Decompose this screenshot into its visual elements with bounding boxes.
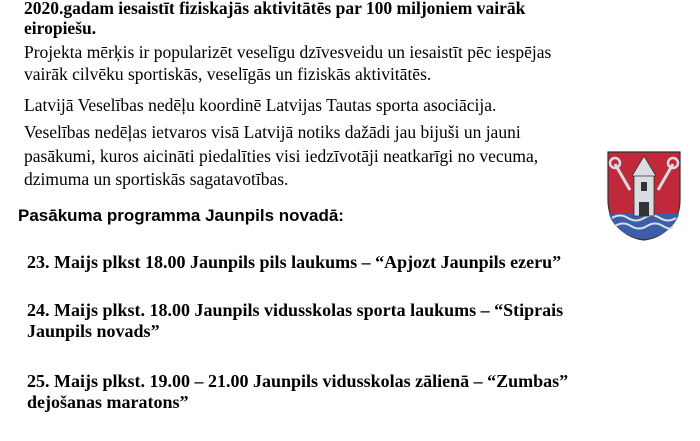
tower-gate — [639, 202, 649, 216]
tower-window — [641, 182, 647, 191]
program-title: Pasākuma programma Jaunpils novadā: — [18, 206, 344, 225]
event-2-line-2: Jaunpils novads” — [27, 321, 160, 341]
event-2-line-1: 24. Maijs plkst. 18.00 Jaunpils vidusskolas sporta laukums – “Stiprais — [27, 300, 564, 320]
intro-heading-line-1: 2020.gadam iesaistīt fiziskajās aktivitātēs par 100 miljoniem vairāk — [24, 0, 526, 18]
intro-paragraph-3-line-3: dzimuma un sportiskās sagatavotības. — [24, 169, 289, 189]
intro-paragraph-1-line-1: Projekta mērķis ir popularizēt veselīgu dzīvesveidu un iesaistīt pēc iespējas — [24, 42, 552, 62]
event-3-line-2: dejošanas maratons” — [27, 392, 189, 412]
intro-paragraph-1-line-2: vairāk cilvēku sportiskās, veselīgās un fiziskās aktivitātēs. — [24, 64, 432, 84]
event-3-line-1: 25. Maijs plkst. 19.00 – 21.00 Jaunpils vidusskolas zālienā – “Zumbas” — [27, 371, 569, 391]
event-1-line-1: 23. Maijs plkst 18.00 Jaunpils pils laukums – “Apjozt Jaunpils ezeru” — [27, 252, 562, 272]
intro-paragraph-2: Latvijā Veselības nedēļu koordinē Latvijas Tautas sporta asociācija. — [24, 95, 497, 115]
intro-heading-line-2: eiropiešu. — [24, 18, 97, 38]
intro-paragraph-3-line-2: pasākumi, kuros aicināti piedalīties visi iedzīvotāji neatkarīgi no vecuma, — [24, 146, 539, 166]
jaunpils-coat-of-arms-icon — [606, 150, 682, 242]
intro-paragraph-3-line-1: Veselības nedēļas ietvaros visā Latvijā notiks dažādi jau bijuši un jauni — [24, 122, 521, 142]
